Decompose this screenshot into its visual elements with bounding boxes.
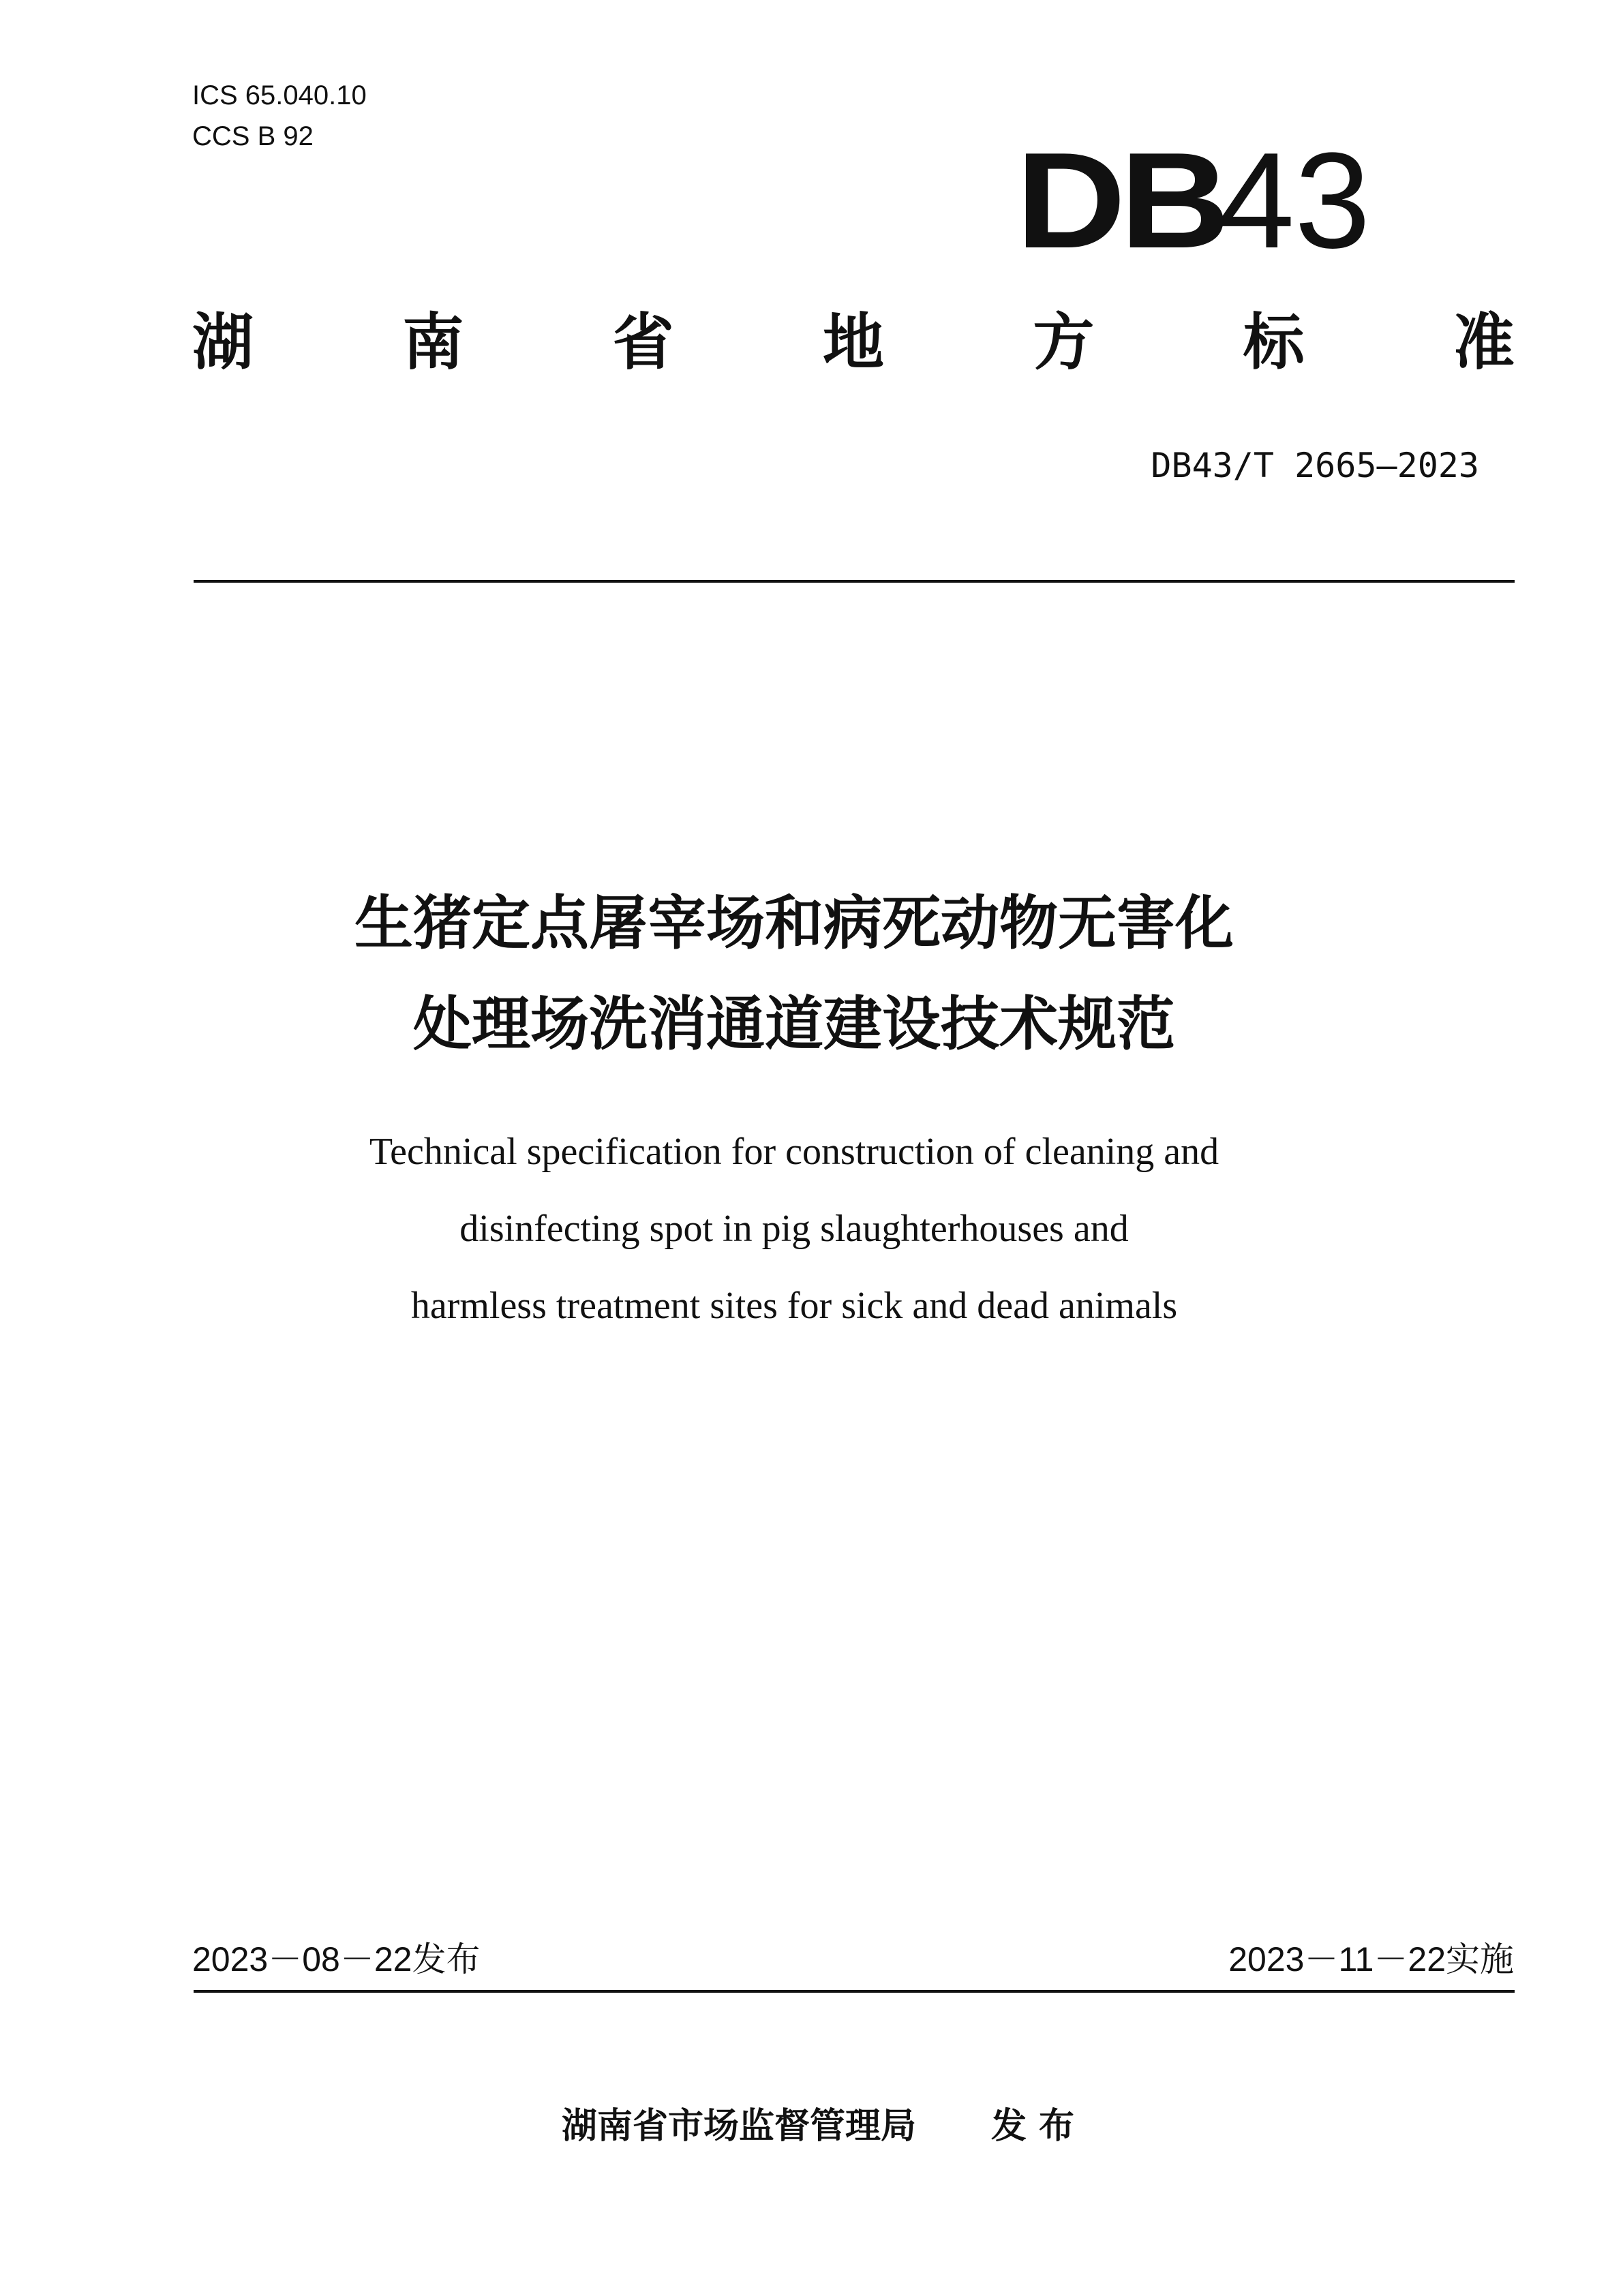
title-en-line-2: disinfecting spot in pig slaughterhouses and	[459, 1208, 1129, 1250]
title-en-line-3: harmless treatment sites for sick and dead animals	[410, 1285, 1178, 1327]
logo-db-text: DB	[1016, 125, 1224, 277]
issuer-name: 湖南省市场监督管理局	[561, 2106, 916, 2147]
publish-label: 发布	[412, 1940, 481, 1979]
standard-number: DB43/T 2665—2023	[1151, 446, 1479, 485]
implement-date	[1228, 1935, 1514, 1983]
ccs-code: CCS B 92	[192, 121, 314, 151]
title-cn-line-1: 生猪定点屠宰场和病死动物无害化	[354, 889, 1234, 958]
standard-type-char: 标	[1243, 307, 1305, 378]
db43-logo	[1016, 125, 1371, 277]
publish-date	[192, 1935, 480, 1983]
issuer-action: 发 布	[990, 2106, 1075, 2147]
standard-type-char: 地	[822, 307, 884, 378]
standard-type-char: 省	[612, 307, 674, 378]
implement-date-value: 2023－11－22	[1228, 1940, 1446, 1978]
title-en-line-1: Technical specification for construction of cleaning and	[369, 1131, 1219, 1173]
standard-type-char: 方	[1033, 307, 1095, 378]
bottom-divider	[194, 1990, 1515, 1993]
publish-date-value: 2023－08－22	[192, 1940, 412, 1978]
standard-type-char: 湖	[192, 307, 254, 378]
logo-number: 43	[1219, 125, 1371, 277]
issuer-line	[477, 2099, 1159, 2154]
standard-type-char: 南	[402, 307, 464, 378]
standard-type-char: 准	[1453, 307, 1515, 378]
top-divider	[194, 580, 1515, 583]
ics-code: ICS 65.040.10	[192, 80, 367, 110]
title-cn-line-2: 处理场洗消通道建设技术规范	[413, 990, 1175, 1058]
implement-label: 实施	[1446, 1940, 1514, 1979]
classification-codes	[192, 75, 367, 157]
standard-type-title	[192, 305, 1515, 380]
